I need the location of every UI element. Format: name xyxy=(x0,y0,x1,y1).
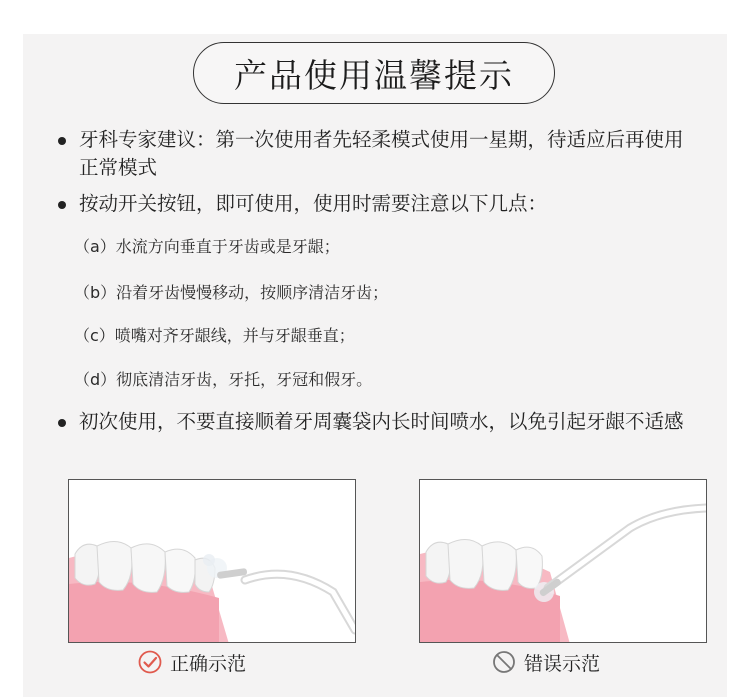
point-item: （a）水流方向垂直于牙齿或是牙龈； xyxy=(74,237,340,256)
point-item: （c）喷嘴对齐牙龈线，并与牙龈垂直； xyxy=(74,326,355,345)
check-circle-icon xyxy=(138,650,162,674)
correct-example-image xyxy=(68,479,356,643)
tip-text: 按动开关按钮，即可使用，使用时需要注意以下几点： xyxy=(79,192,548,215)
bullet-dot-icon xyxy=(58,201,66,209)
bullet-dot-icon xyxy=(58,137,66,145)
page-title xyxy=(193,42,555,104)
point-item: （b）沿着牙齿慢慢移动，按顺序清洁牙齿； xyxy=(74,283,389,302)
prohibited-icon xyxy=(492,650,516,674)
page-title-text: 产品使用温馨提示 xyxy=(234,55,514,95)
correct-example-text: 正确示范 xyxy=(170,652,247,675)
tip-item xyxy=(58,190,698,218)
wrong-example-text: 错误示范 xyxy=(524,652,601,675)
tip-item xyxy=(58,408,698,436)
tip-text: 牙科专家建议：第一次使用者先轻柔模式使用一星期，待适应后再使用正常模式 xyxy=(79,128,684,179)
tip-text: 初次使用，不要直接顺着牙周囊袋内长时间喷水，以免引起牙龈不适感 xyxy=(79,410,684,433)
point-item: （d）彻底清洁牙齿，牙托，牙冠和假牙。 xyxy=(74,370,373,389)
wrong-example-image xyxy=(419,479,707,643)
tip-item xyxy=(58,126,698,182)
correct-example-label xyxy=(138,648,246,676)
wrong-example-label xyxy=(492,648,600,676)
bullet-dot-icon xyxy=(58,419,66,427)
